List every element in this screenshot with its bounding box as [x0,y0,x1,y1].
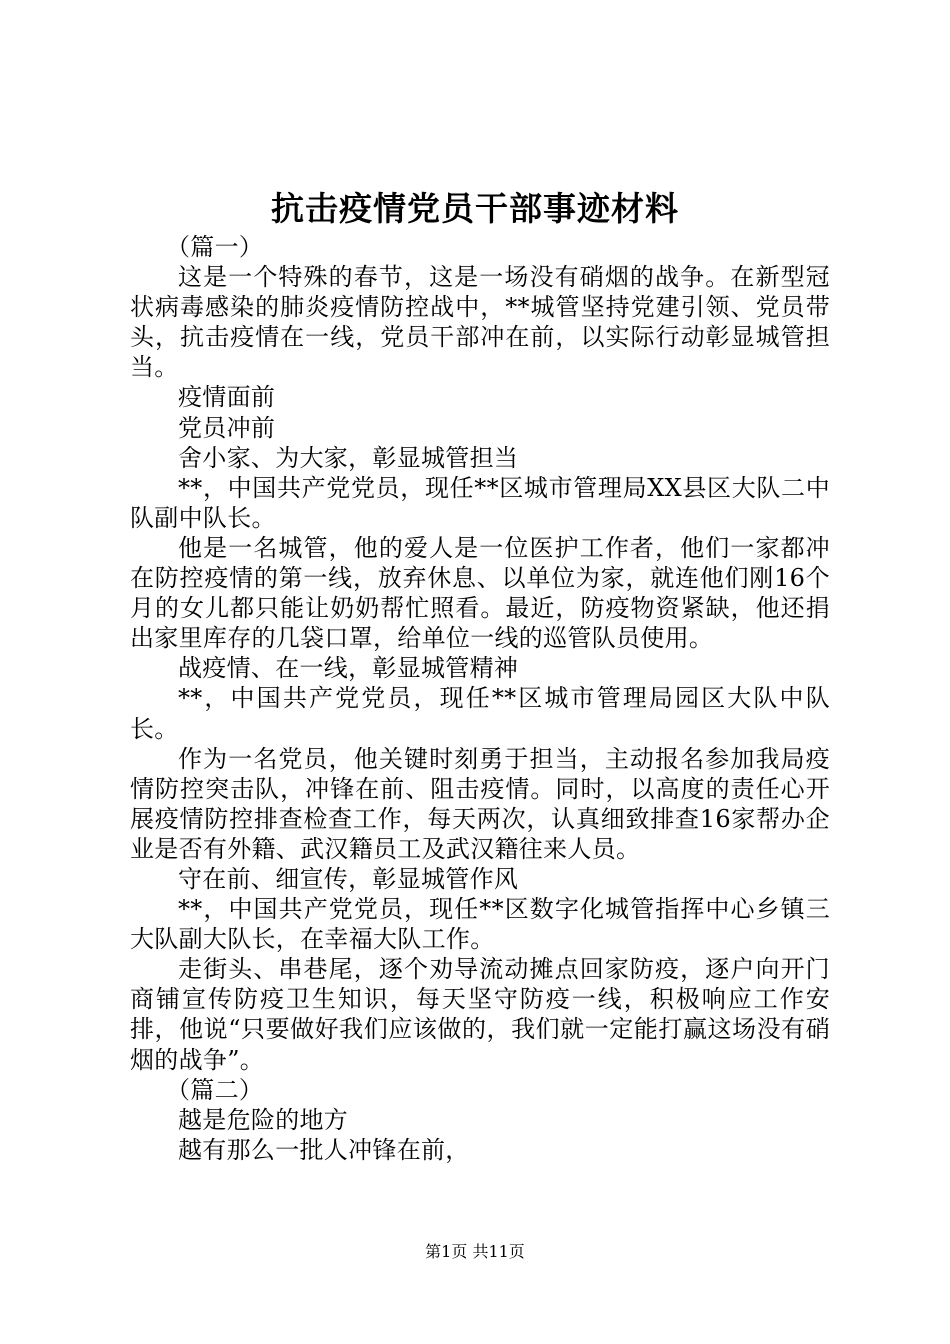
paragraph: 越有那么一批人冲锋在前， [178,1135,470,1164]
section-heading: （篇一） [166,233,264,261]
paragraph: 作为一名党员，他关键时刻勇于担当，主动报名参加我局疫情防控突击队，冲锋在前、阻击疫情。同时，以高度的责任心开展疫情防控排查检查工作，每天两次，认真细致排查16家帮办企业是否有外籍、武汉籍员工及武汉籍往来人员。 [130,744,830,863]
paragraph: 他是一名城管，他的爱人是一位医护工作者，他们一家都冲在防控疫情的第一线，放弃休息、以单位为家，就连他们刚16个月的女儿都只能让奶奶帮忙照看。最近，防疫物资紧缺，他还捐出家里库存的几袋口罩，给单位一线的巡管队员使用。 [130,533,830,653]
paragraph: **，中国共产党党员，现任**区城市管理局XX县区大队二中队副中队长。 [130,473,830,532]
paragraph: 越是危险的地方 [178,1105,349,1134]
paragraph: **，中国共产党党员，现任**区城市管理局园区大队中队长。 [130,684,830,743]
paragraph: 守在前、细宣传，彰显城管作风 [178,864,519,893]
paragraph: **，中国共产党党员，现任**区数字化城管指挥中心乡镇三大队副大队长，在幸福大队工作。 [130,895,830,954]
paragraph: 战疫情、在一线，彰显城管精神 [178,654,519,683]
paragraph: 疫情面前 [178,383,276,412]
document-title: 抗击疫情党员干部事迹材料 [271,189,679,228]
paragraph: 党员冲前 [178,413,276,442]
paragraph: 这是一个特殊的春节，这是一场没有硝烟的战争。在新型冠状病毒感染的肺炎疫情防控战中，**城管坚持党建引领、党员带头，抗击疫情在一线，党员干部冲在前，以实际行动彰显城管担当。 [130,263,830,382]
paragraph: 走街头、串巷尾，逐个劝导流动摊点回家防疫，逐户向开门商铺宣传防疫卫生知识，每天坚守防疫一线，积极响应工作安排，他说“只要做好我们应该做的，我们就一定能打赢这场没有硝烟的战争”。 [130,955,830,1074]
document-body [130,232,830,1165]
paragraph: 舍小家、为大家，彰显城管担当 [178,443,519,472]
page-footer: 第1页 共11页 [425,1242,525,1261]
section-heading: （篇二） [166,1075,264,1104]
